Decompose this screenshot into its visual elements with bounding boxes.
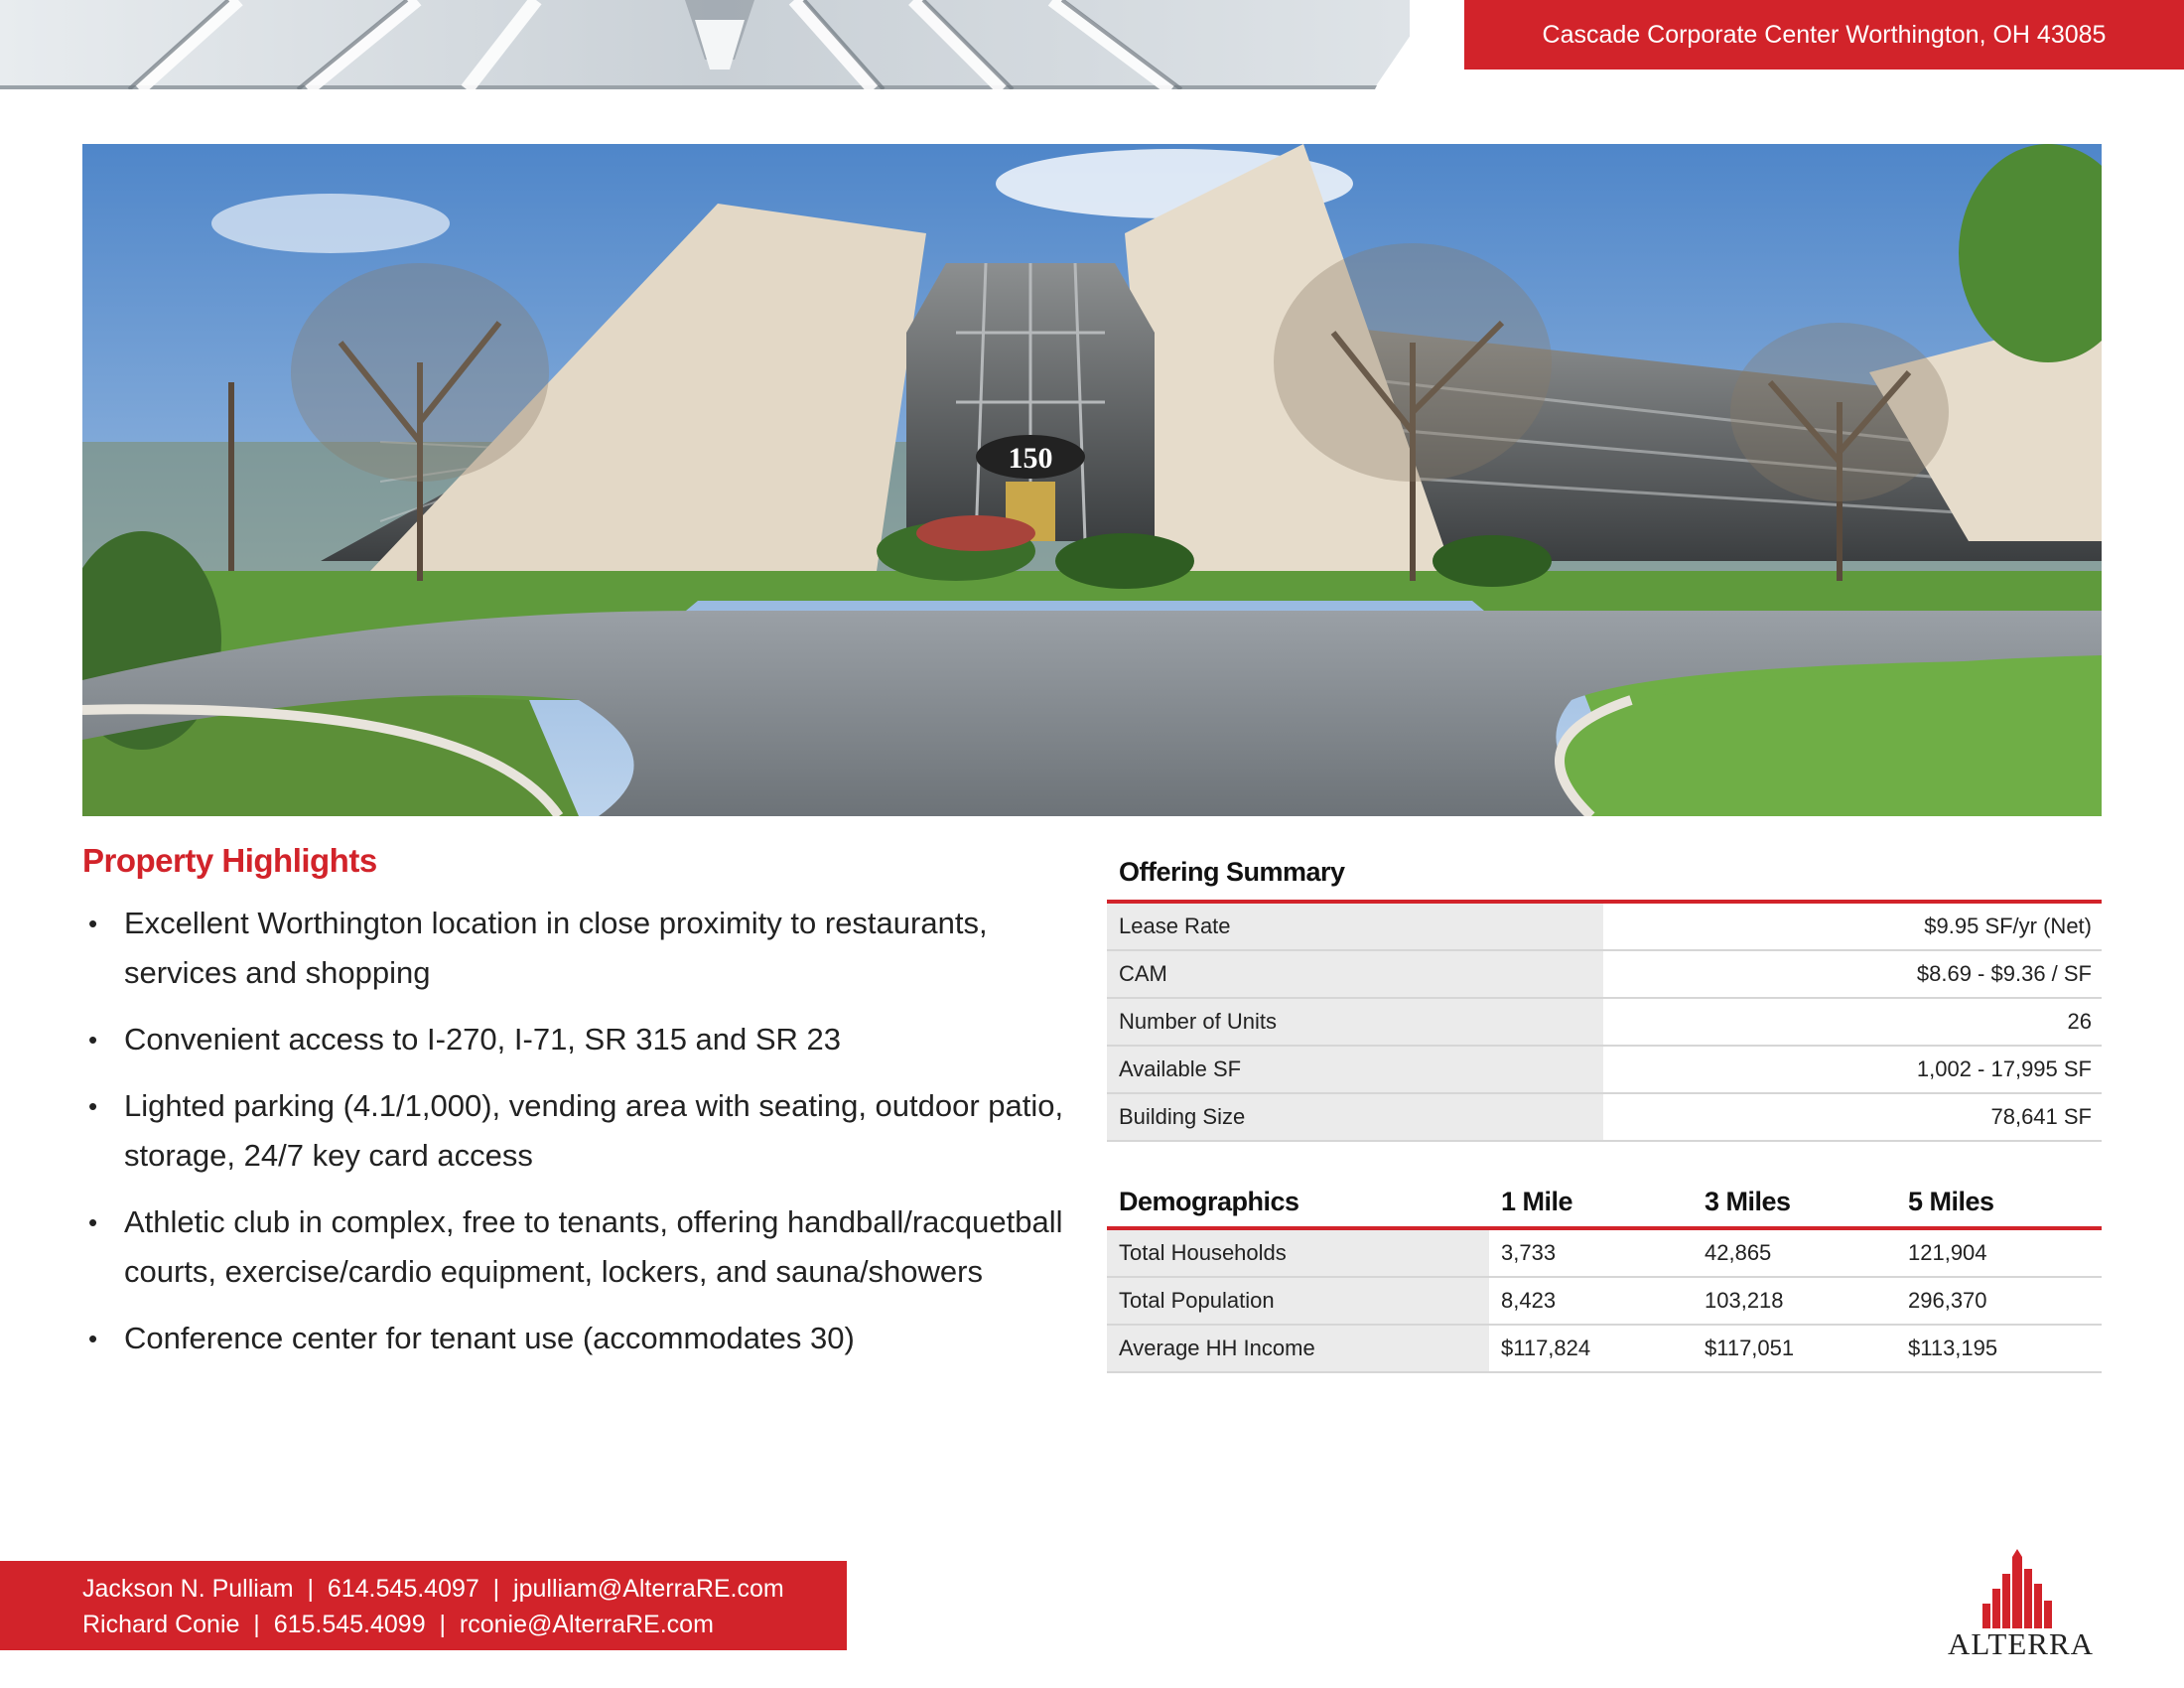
row-label: Total Households	[1107, 1230, 1489, 1276]
highlight-item: • Convenient access to I-270, I-71, SR 315 and SR 23	[82, 1015, 1065, 1064]
table-row	[1107, 1326, 2102, 1373]
offering-summary-title: Offering Summary	[1119, 857, 1345, 887]
table-row	[1107, 1047, 2102, 1094]
logo-wordmark: ALTERRA	[1947, 1626, 2095, 1661]
highlight-item: • Conference center for tenant use (accommodates 30)	[82, 1314, 1065, 1363]
contact-bar	[0, 1561, 847, 1650]
demographics-table	[1107, 1177, 2102, 1373]
property-highlights-title: Property Highlights	[82, 842, 377, 879]
row-label: Building Size	[1107, 1094, 1603, 1140]
row-label: Available SF	[1107, 1047, 1603, 1092]
cell: $117,051	[1705, 1336, 1795, 1360]
row-label: Average HH Income	[1107, 1326, 1489, 1371]
highlight-item: • Athletic club in complex, free to tenants, offering handball/racquetball courts, exercise/cardio equipment, lockers, and sauna/showers	[82, 1197, 1065, 1297]
building-photo	[82, 144, 2102, 816]
row-label: Lease Rate	[1107, 904, 1603, 949]
cell: 121,904	[1908, 1240, 1987, 1265]
contact-line: Richard Conie | 615.545.4099 | rconie@AlterraRE.com	[82, 1611, 714, 1638]
cell: 8,423	[1501, 1288, 1557, 1313]
cell: $117,824	[1501, 1336, 1591, 1360]
property-highlights-list	[82, 899, 1065, 1380]
row-value: 78,641 SF	[1603, 1094, 2102, 1140]
column-header: 5 Miles	[1908, 1186, 1994, 1216]
cell: $113,195	[1908, 1336, 1998, 1360]
row-label: Total Population	[1107, 1278, 1489, 1324]
row-label: Number of Units	[1107, 999, 1603, 1045]
top-banner-image	[0, 0, 1410, 89]
highlight-item: • Excellent Worthington location in close proximity to restaurants, services and shopping	[82, 899, 1065, 998]
property-address: Cascade Corporate Center Worthington, OH 43085	[1464, 0, 2184, 70]
row-value: 1,002 - 17,995 SF	[1603, 1047, 2102, 1092]
row-value: $9.95 SF/yr (Net)	[1603, 904, 2102, 949]
table-row	[1107, 999, 2102, 1047]
building-number: 150	[1008, 442, 1053, 475]
contact-line: Jackson N. Pulliam | 614.545.4097 | jpulliam@AlterraRE.com	[82, 1575, 784, 1603]
table-row	[1107, 1230, 2102, 1278]
table-row	[1107, 904, 2102, 951]
cell: 3,733	[1501, 1240, 1557, 1265]
table-row	[1107, 1094, 2102, 1142]
cell: 103,218	[1705, 1288, 1784, 1313]
offering-summary-table	[1107, 852, 2102, 1142]
column-header: 3 Miles	[1705, 1186, 1791, 1216]
cell: 42,865	[1705, 1240, 1772, 1265]
demographics-title: Demographics	[1119, 1186, 1299, 1216]
table-row	[1107, 1278, 2102, 1326]
cell: 296,370	[1908, 1288, 1987, 1313]
highlight-item: • Lighted parking (4.1/1,000), vending area with seating, outdoor patio, storage, 24/7 key card access	[82, 1081, 1065, 1181]
row-label: CAM	[1107, 951, 1603, 997]
table-header	[1107, 1177, 2102, 1226]
column-header: 1 Mile	[1501, 1186, 1573, 1216]
table-row	[1107, 951, 2102, 999]
row-value: 26	[1603, 999, 2102, 1045]
row-value: $8.69 - $9.36 / SF	[1603, 951, 2102, 997]
